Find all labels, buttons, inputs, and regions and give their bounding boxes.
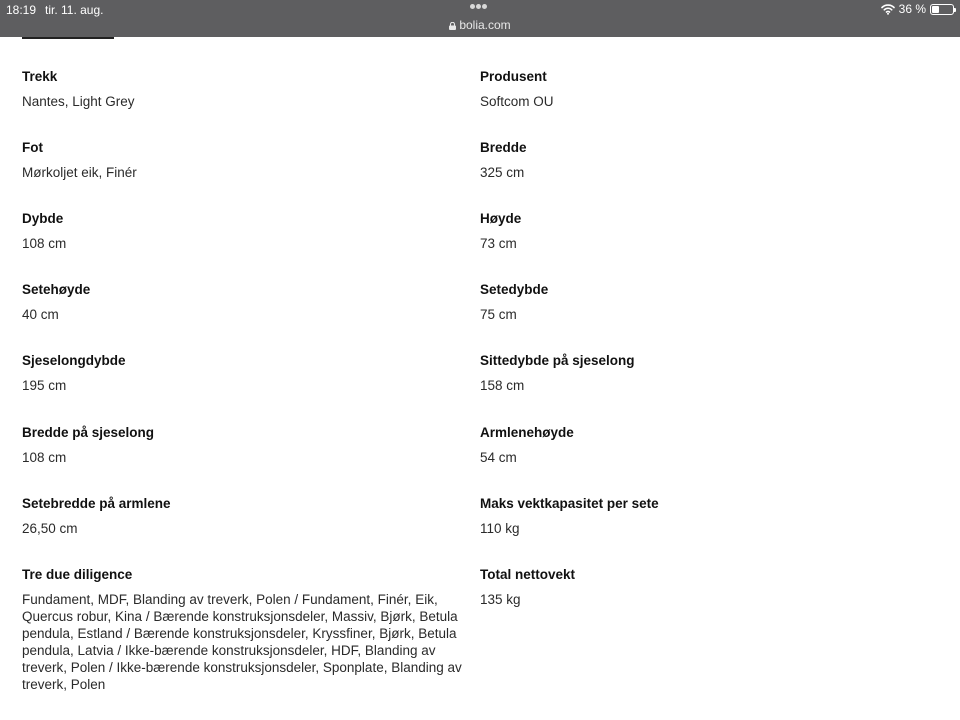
spec-setehoyde [22, 281, 472, 323]
spec-sjeselongdybde [22, 352, 472, 394]
battery-percent: 36 % [898, 2, 926, 16]
spec-bredde [480, 139, 930, 181]
spec-label: Sjeselongdybde [22, 353, 126, 368]
spec-value: 195 cm [22, 378, 67, 393]
spec-label: Dybde [22, 211, 64, 226]
spec-fot [22, 139, 472, 181]
spec-setedybde [480, 281, 930, 323]
spec-setebredde-armlene [22, 495, 472, 537]
spec-maks-vektkapasitet [480, 495, 930, 537]
spec-value: 108 cm [22, 236, 67, 251]
spec-label: Setebredde på armlene [22, 496, 171, 511]
spec-value: 108 cm [22, 450, 67, 465]
spec-value: 325 cm [480, 165, 525, 180]
spec-value: 135 kg [480, 592, 521, 607]
spec-trekk [22, 68, 472, 110]
url-text: bolia.com [459, 18, 511, 32]
spec-value: Softcom OU [480, 94, 554, 109]
spec-bredde-sjeselong [22, 424, 472, 466]
spec-label: Armlenehøyde [480, 425, 574, 440]
spec-hoyde [480, 210, 930, 252]
spec-value: Mørkoljet eik, Finér [22, 165, 137, 180]
spec-produsent [480, 68, 930, 110]
spec-label: Produsent [480, 69, 547, 84]
spec-label: Bredde på sjeselong [22, 425, 155, 440]
status-time: 18:19 [6, 3, 37, 17]
spec-value: 75 cm [480, 307, 517, 322]
spec-label: Fot [22, 140, 43, 155]
spec-label: Maks vektkapasitet per sete [480, 496, 659, 511]
spec-tre-due-diligence [22, 566, 474, 693]
spec-value: 26,50 cm [22, 521, 78, 536]
spec-label: Total nettovekt [480, 567, 576, 582]
spec-label: Setedybde [480, 282, 549, 297]
spec-value: 54 cm [480, 450, 517, 465]
spec-label: Tre due diligence [22, 567, 133, 582]
status-date: tir. 11. aug. [45, 3, 104, 17]
spec-armlenehoyde [480, 424, 930, 466]
spec-value: Nantes, Light Grey [22, 94, 135, 109]
spec-value: 73 cm [480, 236, 517, 251]
spec-total-nettovekt [480, 566, 930, 608]
spec-label: Trekk [22, 69, 58, 84]
spec-value: Fundament, MDF, Blanding av treverk, Polen / Fundament, Finér, Eik, Quercus robur, Kina / Bærende konstruksjonsdeler, Massiv, Bjørk, Betula pendula, Estland / Bærende konstruksjonsdeler, Kryssfiner, Bjørk, Betula pendula, Latvia / Ikke-bærende konstruksjonsdeler, HDF, Blanding av treverk, Polen / Ikke-bærende konstruksjonsdeler, Sponplate, Blanding av treverk, Polen [22, 592, 462, 692]
spec-label: Høyde [480, 211, 522, 226]
spec-value: 40 cm [22, 307, 59, 322]
spec-label: Sittedybde på sjeselong [480, 353, 635, 368]
spec-value: 158 cm [480, 378, 525, 393]
spec-value: 110 kg [480, 521, 520, 536]
spec-label: Bredde [480, 140, 527, 155]
spec-label: Setehøyde [22, 282, 91, 297]
spec-sittedybde-sjeselong [480, 352, 930, 394]
spec-dybde [22, 210, 472, 252]
